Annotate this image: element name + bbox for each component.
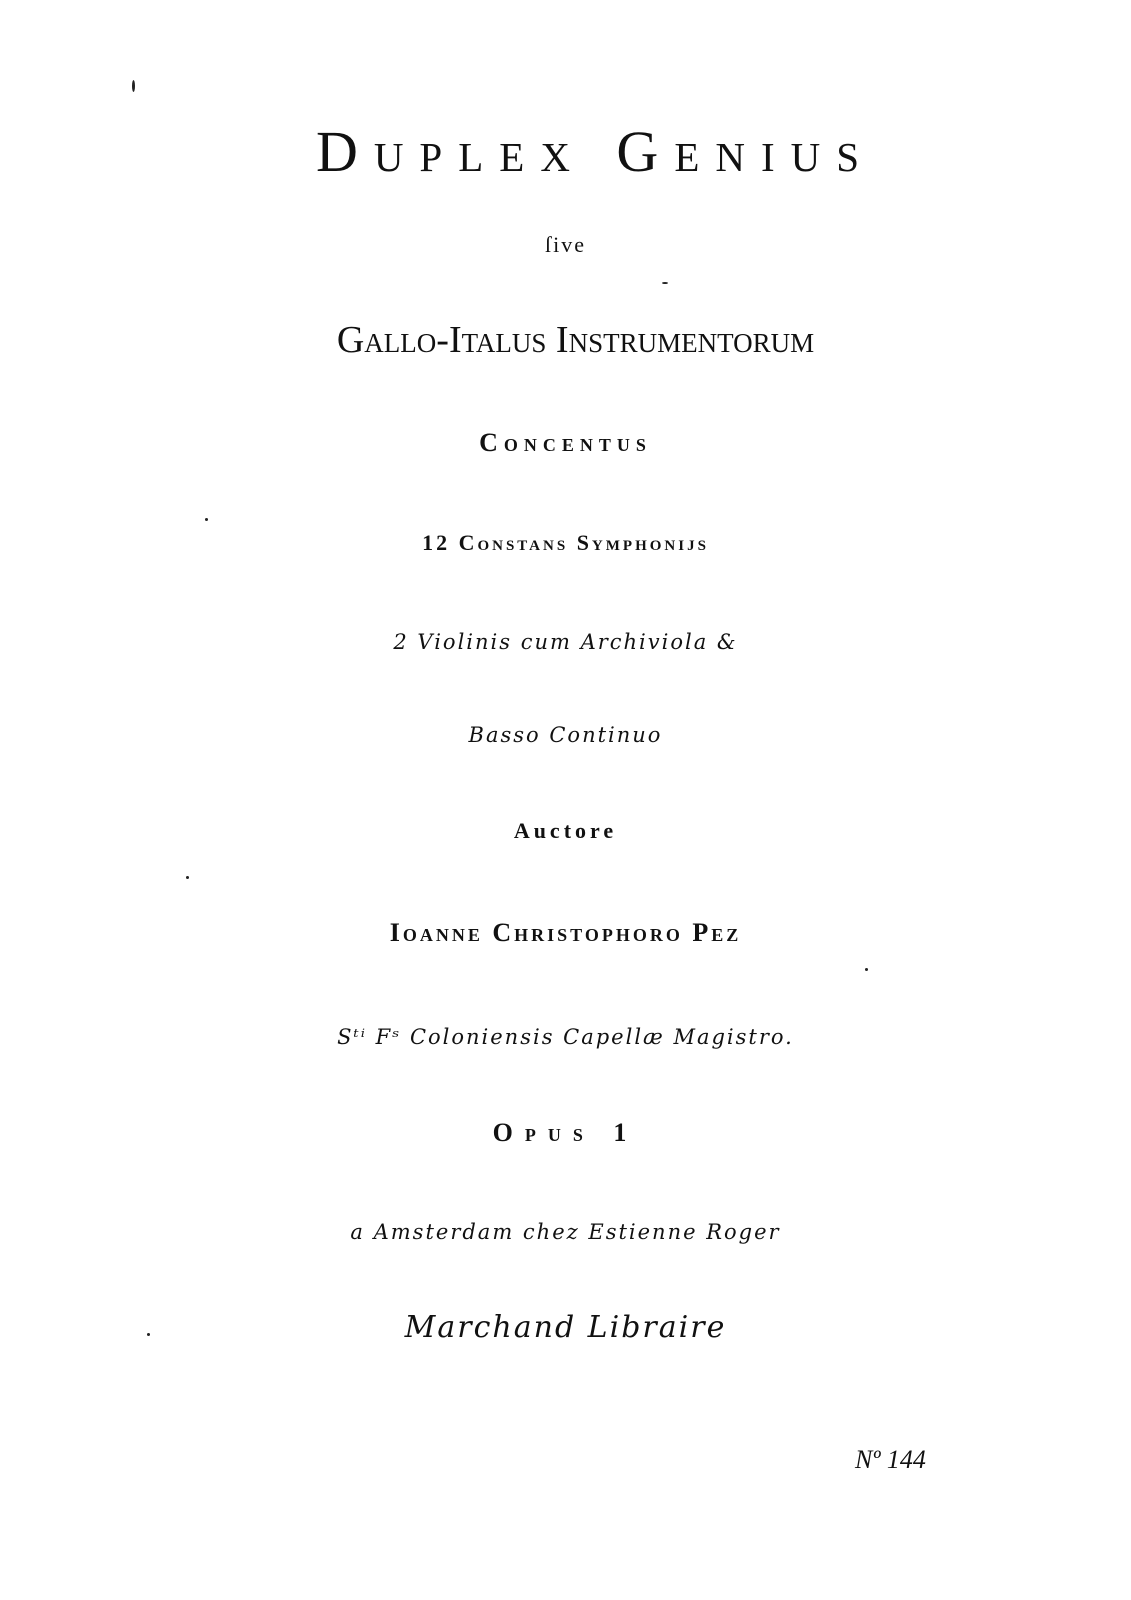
basso-continuo-line: Basso Continuo — [468, 723, 663, 747]
author-name: Ioanne Christophoro Pez — [389, 918, 742, 947]
ink-speck — [205, 518, 208, 521]
publisher-line: a Amsterdam chez Estienne Roger — [350, 1220, 781, 1244]
instruments-line: 2 Violinis cum Archiviola & — [393, 630, 738, 654]
ink-speck — [132, 80, 135, 92]
subtitle: Gallo-Italus Instrumentorum — [336, 319, 815, 361]
ink-speck — [865, 968, 868, 971]
conjunction: ſive — [545, 232, 586, 257]
opus-number: Opus 1 — [492, 1118, 639, 1147]
publisher-role: Marchand Libraire — [404, 1310, 727, 1345]
ink-speck — [186, 876, 189, 879]
title: Duplex Genius — [315, 119, 876, 184]
auctore-label: Auctore — [513, 818, 618, 843]
symphonies-line: 12 Constans Symphonijs — [422, 530, 709, 555]
concentus: Concentus — [479, 428, 652, 457]
ink-speck — [147, 1333, 150, 1336]
author-position: Sᵗⁱ Fˢ Coloniensis Capellæ Magistro. — [337, 1025, 794, 1049]
catalog-number: Nº 144 — [855, 1445, 926, 1474]
ink-speck — [662, 282, 668, 284]
